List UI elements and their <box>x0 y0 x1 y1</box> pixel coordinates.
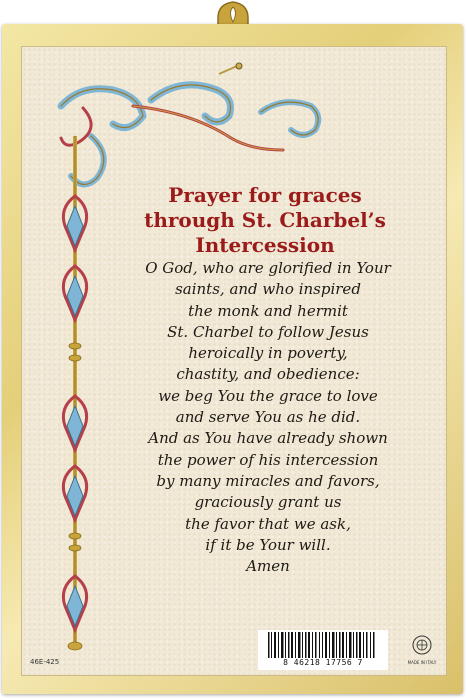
title-line: through St. Charbel’s <box>144 208 386 232</box>
title-line: Prayer for graces <box>168 183 362 207</box>
prayer-line: graciously grant us <box>194 493 342 512</box>
prayer-line: by many miracles and favors, <box>156 471 380 490</box>
prayer-line: and serve You as he did. <box>175 408 361 427</box>
prayer-line: the favor that we ask, <box>185 514 351 533</box>
prayer-line: And as You have already shown <box>148 429 388 448</box>
prayer-line: we beg You the grace to love <box>158 386 378 405</box>
product-code: 46E-425 <box>30 658 60 666</box>
hanging-pin-icon <box>215 62 247 80</box>
prayer-line: if it be Your will. <box>205 535 331 554</box>
prayer-line: St. Charbel to follow Jesus <box>167 322 369 341</box>
prayer-line: the power of his intercession <box>157 450 379 469</box>
prayer-line: the monk and hermit <box>188 301 348 320</box>
prayer-line: saints, and who inspired <box>175 280 361 299</box>
prayer-line: heroically in poverty, <box>188 344 348 363</box>
prayer-line: chastity, and obedience: <box>176 365 360 384</box>
prayer-title <box>115 183 415 258</box>
prayer-line: O God, who are glorified in Your <box>145 259 391 277</box>
maker-seal-icon <box>411 634 433 660</box>
seal-caption: MADE IN ITALY <box>407 660 437 665</box>
barcode-number: 8 46218 17756 7 <box>258 658 388 667</box>
title-line: Intercession <box>195 233 335 257</box>
prayer-text <box>110 258 426 577</box>
prayer-amen: Amen <box>246 557 290 576</box>
